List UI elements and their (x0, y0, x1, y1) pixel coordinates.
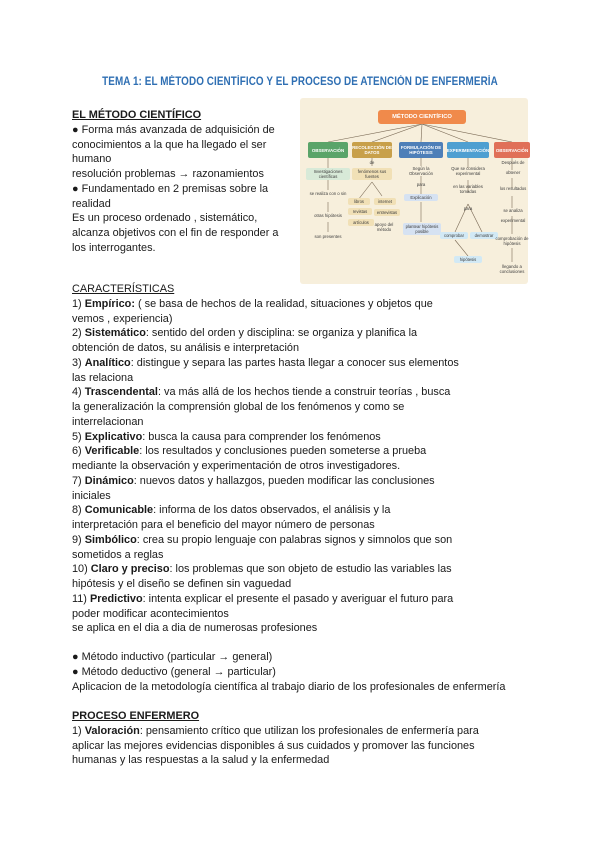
proceso-item-text: : pensamiento crítico que utilizan los profesionales de enfermería para (139, 724, 479, 737)
caracteristica-num: 9) (72, 533, 85, 546)
caracteristica-term: Predictivo (89, 592, 143, 605)
caracteristica-num: 1) (72, 297, 85, 310)
map-node: libros (348, 198, 370, 205)
metodo-line-4: Es un proceso ordenado , sistemático, alcanza objetivos con el fin de responder a los interrogantes. (72, 212, 279, 254)
caracteristica-continuation: las relaciona (72, 371, 134, 384)
map-node: entrevistas (374, 209, 400, 216)
caracteristica-continuation: sometidos a reglas (72, 548, 164, 561)
metodos-section (72, 650, 505, 694)
metodo-section (72, 108, 294, 256)
map-category-observacion: OBSERVACIÓN (308, 142, 348, 158)
caracteristica-num: 3) (72, 356, 85, 369)
caracteristica-term: Simbólico (84, 533, 137, 546)
map-text: se realiza con o sin (309, 191, 347, 196)
caracteristica-text: : informa de los datos observados, el análisis y la (153, 504, 391, 517)
caracteristica-text: : distingue y separa las partes hasta llegar a conocer sus elementos (130, 356, 459, 369)
metodo-line-2: resolución problemas → razonamientos (72, 168, 264, 180)
metodo-line-1: ● Forma más avanzada de adquisición de conocimientos a la que ha llegado el ser humano (72, 123, 275, 166)
map-text: llegando a conclusiones (499, 264, 525, 274)
caracteristica-term: Trascendental (84, 386, 158, 399)
caracteristica-item (72, 562, 532, 577)
caracteristica-continuation: la generalización la comprensión global de los fenómenos y como se (72, 401, 405, 413)
caracteristica-text: : los problemas que son objeto de estudio las variables las (169, 563, 452, 576)
map-category-hipotesis: FORMULACIÓN DE HIPÓTESIS (399, 142, 443, 158)
caracteristica-item (72, 326, 532, 341)
caracteristica-continuation: se aplica en el dia a dia de numerosas profesiones (72, 622, 318, 635)
caracteristicas-section (72, 282, 532, 636)
proceso-item-num: 1) (72, 724, 82, 737)
map-text: en las variables tomadas (453, 184, 483, 194)
map-text: son presentes (314, 234, 342, 239)
map-text: obtener (505, 170, 521, 175)
map-node: Investigaciones científicas (306, 168, 350, 180)
proceso-item-term: Valoración (84, 724, 140, 737)
map-text: Que se considera experimental (451, 166, 485, 176)
caracteristica-term: Verificable (84, 445, 140, 458)
caracteristica-item (72, 297, 532, 312)
caracteristica-term: Claro y preciso (90, 563, 170, 576)
map-node: internet (374, 198, 396, 205)
map-node: plantear hipótesis posible (403, 223, 441, 235)
caracteristica-continuation: hipótesis y el diseño se definen sin vaguedad (72, 578, 292, 590)
caracteristica-item (72, 503, 532, 518)
map-text: experimental (500, 218, 526, 223)
map-text: los resultados (499, 186, 527, 191)
proceso-heading: PROCESO ENFERMERO (72, 710, 200, 722)
caracteristica-item (72, 592, 532, 607)
map-node: hipótesis (454, 256, 482, 263)
caracteristica-num: 10) (72, 563, 91, 576)
metodo-inductivo: ● Método inductivo (particular → general) (72, 651, 273, 663)
map-text: para (416, 182, 426, 187)
caracteristica-term: Sistemático (84, 327, 146, 340)
caracteristicas-list (72, 297, 532, 636)
caracteristica-num: 7) (72, 474, 85, 487)
proceso-section (72, 709, 479, 768)
map-text: Después de (501, 160, 525, 165)
caracteristica-term: Empírico: (84, 297, 135, 310)
caracteristica-item (72, 385, 532, 400)
caracteristica-num: 6) (72, 445, 85, 458)
map-text: comprobación de hipótesis (495, 236, 529, 246)
caracteristica-continuation: interrelacionan (72, 415, 144, 428)
map-text: apoyo del método (374, 222, 394, 232)
map-text: Según la Observación (408, 166, 434, 176)
map-node: demostrar (470, 232, 498, 239)
metodo-heading: EL MÉTODO CIENTÍFICO (72, 109, 202, 121)
caracteristica-continuation: mediante la observación y experimentación de otros investigadores. (72, 460, 401, 472)
caracteristicas-heading: CARACTERÍSTICAS (72, 283, 175, 295)
caracteristica-num: 5) (72, 430, 85, 443)
caracteristica-text: : busca la causa para comprender los fenómenos (142, 430, 381, 443)
proceso-item-line (72, 724, 479, 739)
caracteristica-term: Dinámico (84, 474, 134, 487)
caracteristica-continuation: vemos , experiencia) (72, 312, 173, 325)
map-node: artículos (348, 219, 374, 226)
caracteristica-term: Comunicable (84, 504, 154, 517)
map-text: para (463, 206, 473, 211)
proceso-item-line: humanas y las respuestas a la salud y la enfermedad (72, 754, 330, 767)
caracteristica-text: : intenta explicar el presente el pasado y averiguar el futuro para (142, 592, 454, 605)
caracteristica-term: Analítico (84, 356, 131, 369)
caracteristica-item (72, 533, 532, 548)
map-category-observacion-final: OBSERVACIÓN (494, 142, 530, 158)
map-node: comprobar (440, 232, 468, 239)
caracteristica-item (72, 444, 532, 459)
caracteristica-num: 2) (72, 327, 85, 340)
caracteristica-text: ( se basa de hechos de la realidad, situaciones y objetos que (134, 297, 433, 310)
caracteristica-text: : sentido del orden y disciplina: se organiza y planifica la (145, 327, 418, 340)
caracteristica-num: 8) (72, 504, 85, 517)
caracteristica-continuation: poder modificar acontecimientos (72, 607, 229, 620)
caracteristica-item (72, 474, 532, 489)
document-title: TEMA 1: EL MÉTODO CIENTÍFICO Y EL PROCESO DE ATENCIÓN DE ENFERMERÍA (102, 76, 498, 88)
caracteristica-num: 11) (72, 592, 90, 605)
proceso-item-line: aplicar las mejores evidencias disponibles á sus cuidados y promover las funciones (72, 739, 475, 752)
map-text: otras hipótesis (314, 213, 342, 218)
caracteristica-text: : crea su propio lenguaje con palabras signos y simnolos que son (136, 533, 453, 546)
aplicacion-line: Aplicacion de la metodología científica al trabajo diario de los profesionales de enfermería (72, 680, 506, 693)
caracteristica-item (72, 430, 532, 445)
map-node: revistas (348, 208, 372, 215)
caracteristica-text: : nuevos datos y hallazgos, pueden modificar las conclusiones (133, 474, 435, 487)
caracteristica-continuation: iniciales (72, 489, 111, 502)
metodo-line-3: ● Fundamentado en 2 premisas sobre la realidad (72, 182, 269, 210)
concept-map (300, 98, 528, 284)
map-root-node: MÉTODO CIENTÍFICO (378, 110, 466, 124)
caracteristica-term: Explicativo (84, 430, 143, 443)
map-category-experimentacion: EXPERIMENTACIÓN (447, 142, 489, 158)
caracteristica-text: : los resultados y conclusiones pueden someterse a prueba (139, 445, 427, 458)
metodo-deductivo: ● Método deductivo (general → particular) (72, 665, 276, 678)
map-node: Explicación (404, 194, 438, 201)
caracteristica-text: : va más allá de los hechos tiende a construir teorías , busca (157, 386, 451, 399)
map-text: de (369, 160, 375, 165)
map-node: fenómenos sus fuentes (352, 168, 392, 180)
caracteristica-num: 4) (72, 386, 85, 399)
map-category-recoleccion: RECOLECCIÓN DE DATOS (352, 142, 392, 158)
caracteristica-continuation: interpretación para el beneficio del mayor número de personas (72, 519, 375, 531)
caracteristica-item (72, 356, 532, 371)
caracteristica-continuation: obtención de datos, su análisis e interpretación (72, 342, 300, 354)
map-text: se analiza (503, 208, 523, 213)
